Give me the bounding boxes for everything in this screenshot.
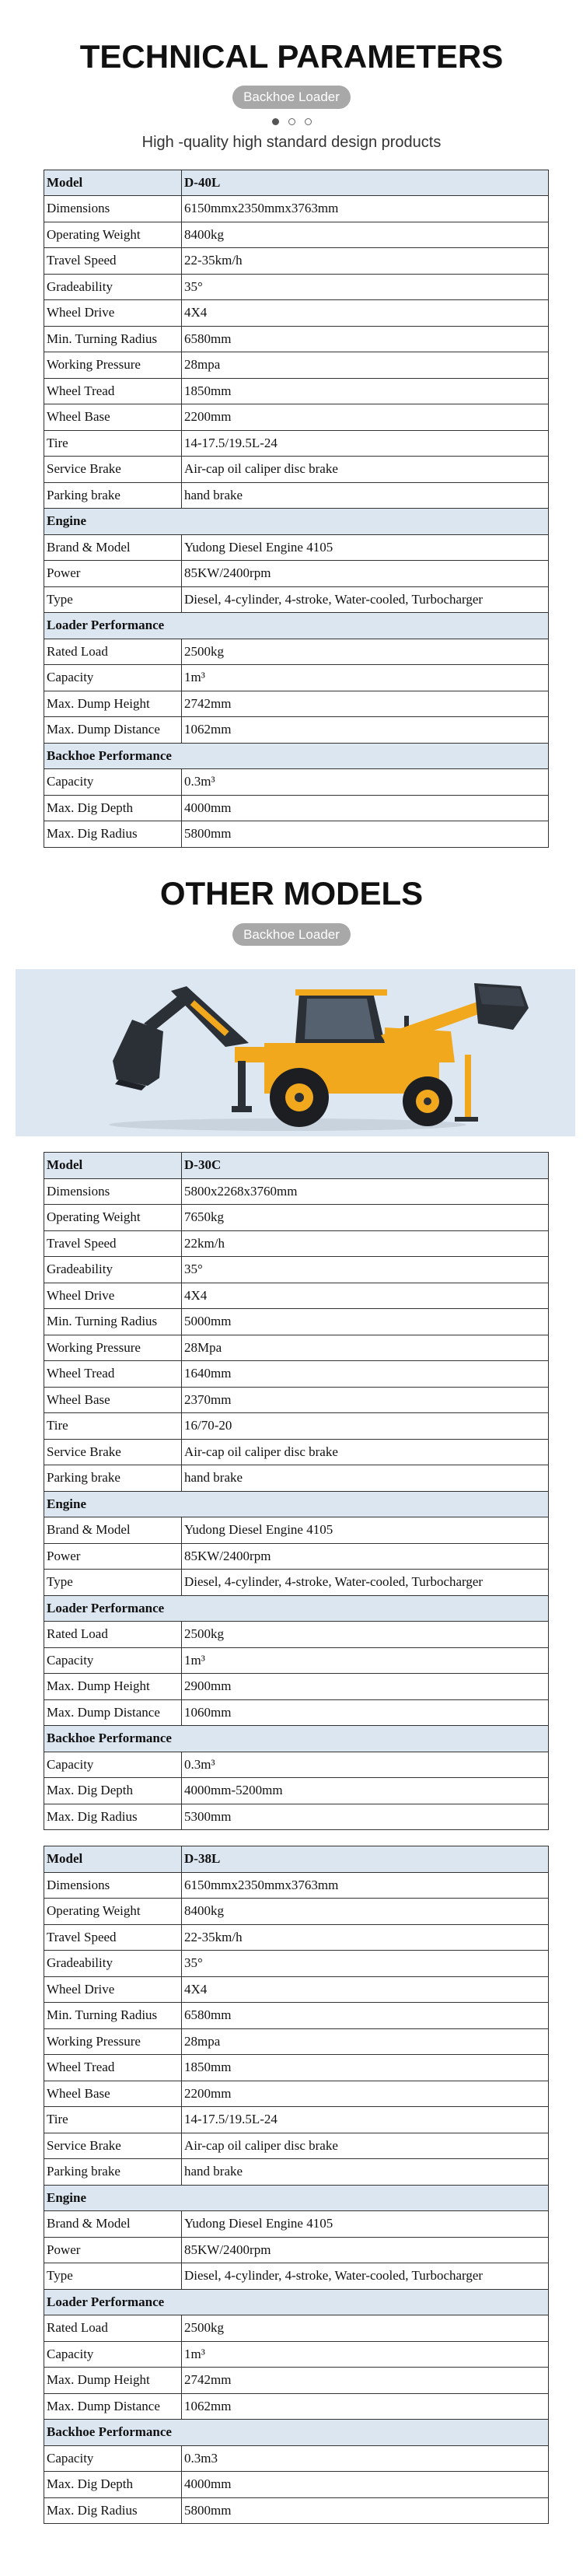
spec-value-cell: 85KW/2400rpm [182,1543,549,1570]
spec-value-cell: 4000mm-5200mm [182,1778,549,1804]
table-row [44,1205,549,1231]
spec-label-cell: Brand & Model [44,1517,182,1544]
spec-label-cell: Max. Dig Radius [44,821,182,848]
spec-label-cell: Wheel Base [44,1387,182,1413]
spec-label-cell: Max. Dump Distance [44,1699,182,1726]
spec-value-cell: 2200mm [182,404,549,431]
spec-value-cell: Air-cap oil caliper disc brake [182,457,549,483]
spec-label-cell: Min. Turning Radius [44,326,182,352]
spec-label-cell: Wheel Drive [44,1976,182,2003]
spec-label-cell: Capacity [44,1647,182,1674]
table-row [44,1570,549,1596]
backhoe-group-header [44,743,549,769]
spec-value-cell: 4X4 [182,1976,549,2003]
spec-value-cell: 4X4 [182,1283,549,1309]
table-row [44,1230,549,1257]
spec-value-cell: 85KW/2400rpm [182,561,549,587]
spec-label-cell: Service Brake [44,457,182,483]
spec-table-3 [44,1846,549,2524]
spec-value-cell: hand brake [182,2159,549,2186]
table-row [44,1778,549,1804]
table-row [44,691,549,717]
spec-label-cell: Tire [44,430,182,457]
spec-label-cell: Capacity [44,665,182,691]
spec-label-cell: Service Brake [44,2133,182,2159]
spec-label-cell: Wheel Tread [44,2055,182,2081]
spec-label-cell: Max. Dig Radius [44,1804,182,1830]
table-row [44,1387,549,1413]
table-row [44,2315,549,2342]
model-row [44,170,549,196]
spec-label-cell: Backhoe Performance [44,1726,549,1752]
spec-value-cell: 1m³ [182,1647,549,1674]
table-row [44,1361,549,1388]
table-row [44,1413,549,1440]
spec-value-cell: 4000mm [182,795,549,821]
spec-label-cell: Service Brake [44,1439,182,1465]
technical-parameters-title: TECHNICAL PARAMETERS [79,38,504,75]
table-row [44,2133,549,2159]
table-row [44,639,549,665]
spec-value-cell: 5300mm [182,1804,549,1830]
spec-label-cell: Type [44,1570,182,1596]
table-row [44,717,549,744]
spec-label-cell: Operating Weight [44,1205,182,1231]
spec-value-cell: D-38L [182,1846,549,1873]
spec-label-cell: Rated Load [44,639,182,665]
table-row [44,1872,549,1899]
spec-value-cell: Yudong Diesel Engine 4105 [182,1517,549,1544]
spec-label-cell: Model [44,1153,182,1179]
spec-value-cell: 2200mm [182,2081,549,2107]
table-row [44,2081,549,2107]
spec-value-cell: 2742mm [182,2368,549,2394]
spec-value-cell: 22km/h [182,1230,549,1257]
table-row [44,1517,549,1544]
spec-value-cell: 0.3m³ [182,769,549,796]
spec-label-cell: Power [44,561,182,587]
spec-label-cell: Capacity [44,2341,182,2368]
table-row [44,2107,549,2133]
table-row [44,1976,549,2003]
spec-label-cell: Power [44,1543,182,1570]
table-row [44,1752,549,1778]
spec-value-cell: 5800x2268x3760mm [182,1178,549,1205]
spec-label-cell: Gradeability [44,274,182,300]
spec-label-cell: Max. Dump Height [44,1674,182,1700]
table-row [44,2003,549,2029]
spec-label-cell: Rated Load [44,2315,182,2342]
spec-value-cell: 1m³ [182,665,549,691]
spec-value-cell: 2742mm [182,691,549,717]
table-row [44,2341,549,2368]
table-row [44,561,549,587]
spec-label-cell: Engine [44,509,549,535]
spec-label-cell: Dimensions [44,1178,182,1205]
table-row [44,1924,549,1951]
spec-value-cell: 28Mpa [182,1335,549,1361]
table-row [44,534,549,561]
table-row [44,1674,549,1700]
spec-label-cell: Brand & Model [44,2211,182,2238]
spec-label-cell: Backhoe Performance [44,743,549,769]
spec-value-cell: 0.3m³ [182,1752,549,1778]
spec-value-cell: 0.3m3 [182,2445,549,2472]
table-row [44,2028,549,2055]
table-row [44,457,549,483]
spec-value-cell: 35° [182,274,549,300]
spec-label-cell: Working Pressure [44,352,182,379]
spec-value-cell: Diesel, 4-cylinder, 4-stroke, Water-cooled, Turbocharger [182,2263,549,2290]
table-row [44,1465,549,1492]
table-row [44,2159,549,2186]
spec-value-cell: 6580mm [182,2003,549,2029]
spec-label-cell: Loader Performance [44,1595,549,1622]
spec-value-cell: 2370mm [182,1387,549,1413]
spec-label-cell: Capacity [44,2445,182,2472]
spec-value-cell: Diesel, 4-cylinder, 4-stroke, Water-cooled, Turbocharger [182,586,549,613]
engine-group-header [44,1491,549,1517]
spec-label-cell: Min. Turning Radius [44,2003,182,2029]
spec-label-cell: Wheel Drive [44,1283,182,1309]
table-row [44,1804,549,1830]
spec-value-cell: hand brake [182,1465,549,1492]
spec-label-cell: Parking brake [44,1465,182,1492]
backhoe-group-header [44,1726,549,1752]
table-row [44,2211,549,2238]
spec-label-cell: Max. Dump Distance [44,2393,182,2420]
carousel-dots [0,118,583,129]
spec-value-cell: 16/70-20 [182,1413,549,1440]
spec-label-cell: Gradeability [44,1257,182,1283]
table-row [44,1699,549,1726]
spec-value-cell: Yudong Diesel Engine 4105 [182,2211,549,2238]
spec-label-cell: Engine [44,2185,549,2211]
spec-value-cell: 22-35km/h [182,1924,549,1951]
spec-value-cell: Diesel, 4-cylinder, 4-stroke, Water-cooled, Turbocharger [182,1570,549,1596]
spec-value-cell: Air-cap oil caliper disc brake [182,1439,549,1465]
spec-label-cell: Travel Speed [44,1924,182,1951]
spec-label-cell: Operating Weight [44,222,182,248]
spec-label-cell: Type [44,586,182,613]
spec-value-cell: 8400kg [182,222,549,248]
spec-value-cell: 1640mm [182,1361,549,1388]
table-row [44,2393,549,2420]
spec-value-cell: 85KW/2400rpm [182,2237,549,2263]
spec-label-cell: Working Pressure [44,1335,182,1361]
spec-value-cell: 28mpa [182,2028,549,2055]
carousel-dot-1[interactable] [272,118,279,125]
spec-label-cell: Wheel Base [44,2081,182,2107]
product-photo [16,969,575,1136]
spec-label-cell: Max. Dig Depth [44,2472,182,2498]
table-row [44,2237,549,2263]
spec-label-cell: Engine [44,1491,549,1517]
spec-value-cell: 1m³ [182,2341,549,2368]
model-row [44,1846,549,1873]
spec-value-cell: 2500kg [182,1622,549,1648]
table-row [44,222,549,248]
table-row [44,1899,549,1925]
spec-value-cell: 28mpa [182,352,549,379]
spec-label-cell: Parking brake [44,482,182,509]
table-row [44,795,549,821]
backhoe-group-header [44,2420,549,2446]
loader-group-header [44,613,549,639]
category-pill: Backhoe Loader [232,86,351,109]
spec-table-1 [44,170,549,848]
spec-label-cell: Travel Speed [44,248,182,275]
spec-label-cell: Loader Performance [44,2289,549,2315]
table-row [44,1543,549,1570]
spec-value-cell: D-40L [182,170,549,196]
spec-label-cell: Max. Dump Distance [44,717,182,744]
table-row [44,2497,549,2524]
spec-label-cell: Model [44,170,182,196]
spec-value-cell: 2900mm [182,1674,549,1700]
table-row [44,404,549,431]
table-row [44,2263,549,2290]
carousel-dot-2[interactable] [288,118,295,125]
spec-value-cell: 1062mm [182,2393,549,2420]
table-row [44,1178,549,1205]
carousel-dot-3[interactable] [305,118,312,125]
spec-label-cell: Wheel Base [44,404,182,431]
table-row [44,2055,549,2081]
table-row [44,2445,549,2472]
table-row [44,482,549,509]
table-row [44,665,549,691]
spec-value-cell: 2500kg [182,639,549,665]
subtitle: High -quality high standard design products [141,133,442,151]
spec-value-cell: 4000mm [182,2472,549,2498]
table-row [44,430,549,457]
spec-label-cell: Backhoe Performance [44,2420,549,2446]
spec-value-cell: 35° [182,1951,549,1977]
spec-value-cell: D-30C [182,1153,549,1179]
spec-value-cell: 8400kg [182,1899,549,1925]
spec-value-cell: 1850mm [182,378,549,404]
engine-group-header [44,2185,549,2211]
table-row [44,2472,549,2498]
spec-label-cell: Travel Speed [44,1230,182,1257]
table-row [44,1335,549,1361]
spec-label-cell: Max. Dump Height [44,2368,182,2394]
spec-value-cell: 35° [182,1257,549,1283]
spec-label-cell: Model [44,1846,182,1873]
spec-label-cell: Wheel Drive [44,300,182,327]
table-row [44,821,549,848]
spec-label-cell: Rated Load [44,1622,182,1648]
spec-label-cell: Max. Dump Height [44,691,182,717]
table-row [44,378,549,404]
table-row [44,248,549,275]
spec-value-cell: 5800mm [182,821,549,848]
table-row [44,1622,549,1648]
spec-value-cell: 6580mm [182,326,549,352]
spec-value-cell: 6150mmx2350mmx3763mm [182,196,549,222]
table-row [44,326,549,352]
table-row [44,274,549,300]
table-row [44,1647,549,1674]
spec-label-cell: Max. Dig Depth [44,1778,182,1804]
spec-label-cell: Capacity [44,1752,182,1778]
spec-label-cell: Max. Dig Radius [44,2497,182,2524]
spec-label-cell: Gradeability [44,1951,182,1977]
spec-value-cell: 1850mm [182,2055,549,2081]
spec-label-cell: Type [44,2263,182,2290]
spec-value-cell: 1060mm [182,1699,549,1726]
spec-value-cell: 5000mm [182,1309,549,1335]
spec-label-cell: Dimensions [44,1872,182,1899]
spec-value-cell: 4X4 [182,300,549,327]
spec-value-cell: Yudong Diesel Engine 4105 [182,534,549,561]
engine-group-header [44,509,549,535]
spec-label-cell: Brand & Model [44,534,182,561]
spec-label-cell: Min. Turning Radius [44,1309,182,1335]
spec-value-cell: 14-17.5/19.5L-24 [182,430,549,457]
spec-value-cell: 6150mmx2350mmx3763mm [182,1872,549,1899]
spec-label-cell: Dimensions [44,196,182,222]
spec-label-cell: Tire [44,2107,182,2133]
table-row [44,1283,549,1309]
category-pill-2: Backhoe Loader [232,923,351,947]
table-row [44,1951,549,1977]
spec-value-cell: 2500kg [182,2315,549,2342]
spec-label-cell: Tire [44,1413,182,1440]
table-row [44,769,549,796]
spec-value-cell: Air-cap oil caliper disc brake [182,2133,549,2159]
spec-value-cell: 5800mm [182,2497,549,2524]
spec-label-cell: Parking brake [44,2159,182,2186]
spec-label-cell: Wheel Tread [44,378,182,404]
backhoe-loader-illustration [16,969,575,1136]
table-row [44,586,549,613]
spec-table-2 [44,1152,549,1830]
table-row [44,1309,549,1335]
table-row [44,352,549,379]
table-row [44,1257,549,1283]
other-models-title: OTHER MODELS [159,874,424,912]
table-row [44,2368,549,2394]
spec-label-cell: Power [44,2237,182,2263]
table-row [44,300,549,327]
spec-label-cell: Working Pressure [44,2028,182,2055]
table-row [44,1439,549,1465]
spec-label-cell: Capacity [44,769,182,796]
spec-value-cell: 22-35km/h [182,248,549,275]
spec-value-cell: hand brake [182,482,549,509]
table-row [44,196,549,222]
spec-label-cell: Wheel Tread [44,1361,182,1388]
loader-group-header [44,2289,549,2315]
spec-label-cell: Operating Weight [44,1899,182,1925]
spec-value-cell: 1062mm [182,717,549,744]
spec-value-cell: 7650kg [182,1205,549,1231]
spec-label-cell: Loader Performance [44,613,549,639]
spec-value-cell: 14-17.5/19.5L-24 [182,2107,549,2133]
spec-label-cell: Max. Dig Depth [44,795,182,821]
model-row [44,1153,549,1179]
loader-group-header [44,1595,549,1622]
